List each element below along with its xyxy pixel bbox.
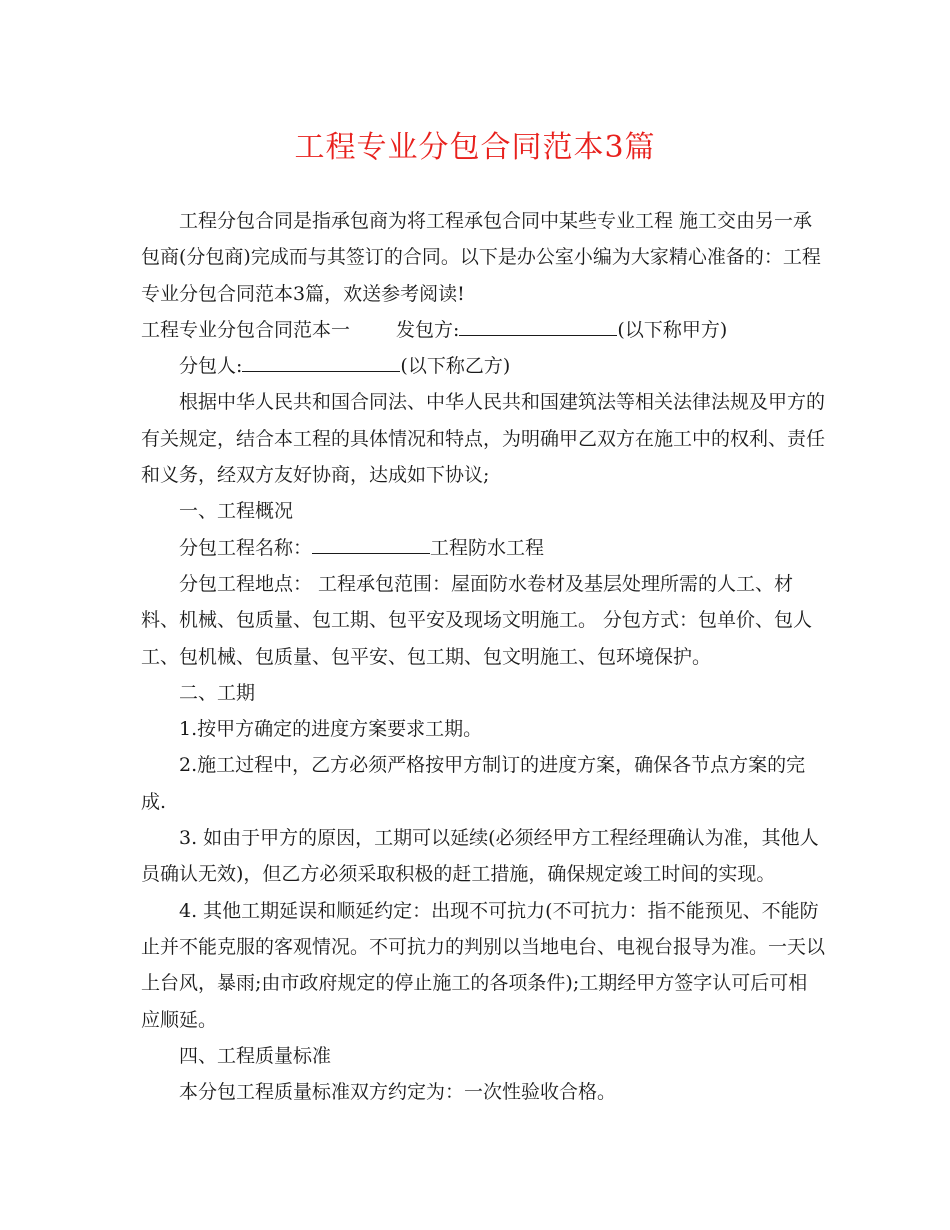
quality-standard-line: 本分包工程质量标准双方约定为：一次性验收合格。 (179, 1081, 617, 1104)
party-a-label: 发包方: (396, 318, 460, 341)
clause-line: 成. (141, 790, 167, 813)
intro-line: 工程分包合同是指承包商为将工程承包合同中某些专业工程 施工交由另一承 (179, 210, 813, 232)
section-heading: 一、工程概况 (179, 500, 294, 523)
clause-line: 应顺延。 (141, 1008, 218, 1031)
basis-line: 有关规定，结合本工程的具体情况和特点，为明确甲乙双方在施工中的权利、责任 (141, 427, 826, 450)
basis-line: 和义务，经双方友好协商，达成如下协议; (141, 464, 490, 487)
basis-line: 根据中华人民共和国合同法、中华人民共和国建筑法等相关法律法规及甲方的 (179, 391, 826, 414)
clause-line: 4. 其他工期延误和顺延约定：出现不可抗力(不可抗力：指不能预见、不能防 (179, 899, 819, 922)
clause-line: 1.按甲方确定的进度方案要求工期。 (179, 718, 483, 741)
project-name-blank (312, 533, 430, 554)
project-name-label: 分包工程名称： (179, 536, 313, 559)
project-name-line (141, 530, 813, 566)
clause-line: 2.施工过程中，乙方必须严格按甲方制订的进度方案，确保各节点方案的完 (179, 754, 806, 777)
clause-line: 3. 如由于甲方的原因，工期可以延续(必须经甲方工程经理确认为准，其他人 (179, 827, 819, 850)
clause-line: 止并不能克服的客观情况。不可抗力的判别以当地电台、电视台报导为准。一天以 (141, 935, 826, 958)
party-b-line (141, 348, 813, 384)
clause-line: 上台风，暴雨;由市政府规定的停止施工的各项条件);工期经甲方签字认可后可相 (141, 972, 808, 995)
intro-line: 专业分包合同范本3篇，欢送参考阅读! (141, 282, 465, 305)
section-heading: 二、工期 (179, 681, 256, 704)
intro-line: 包商(分包商)完成而与其签订的合同。以下是办公室小编为大家精心准备的：工程 (141, 246, 821, 269)
scope-line: 分包工程地点： 工程承包范围：屋面防水卷材及基层处理所需的人工、材 (179, 572, 794, 595)
party-a-suffix: (以下称甲方) (617, 318, 728, 341)
section-heading: 四、工程质量标准 (179, 1044, 332, 1067)
scope-line: 料、机械、包质量、包工期、包平安及现场文明施工。 分包方式：包单价、包人 (141, 609, 813, 632)
party-b-suffix: (以下称乙方) (400, 355, 511, 378)
clause-line: 员确认无效)，但乙方必须采取积极的赶工措施，确保规定竣工时间的实现。 (141, 863, 776, 886)
scope-line: 工、包机械、包质量、包平安、包工期、包文明施工、包环境保护。 (141, 645, 712, 668)
project-name-value: 工程防水工程 (430, 536, 545, 559)
document-title: 工程专业分包合同范本3篇 (294, 130, 656, 165)
party-b-label: 分包人: (179, 355, 243, 378)
party-a-blank (459, 315, 617, 336)
contract-header-line (141, 312, 813, 348)
document-body (141, 203, 826, 1110)
contract-heading: 工程专业分包合同范本一 (141, 318, 351, 341)
party-b-blank (242, 351, 400, 372)
